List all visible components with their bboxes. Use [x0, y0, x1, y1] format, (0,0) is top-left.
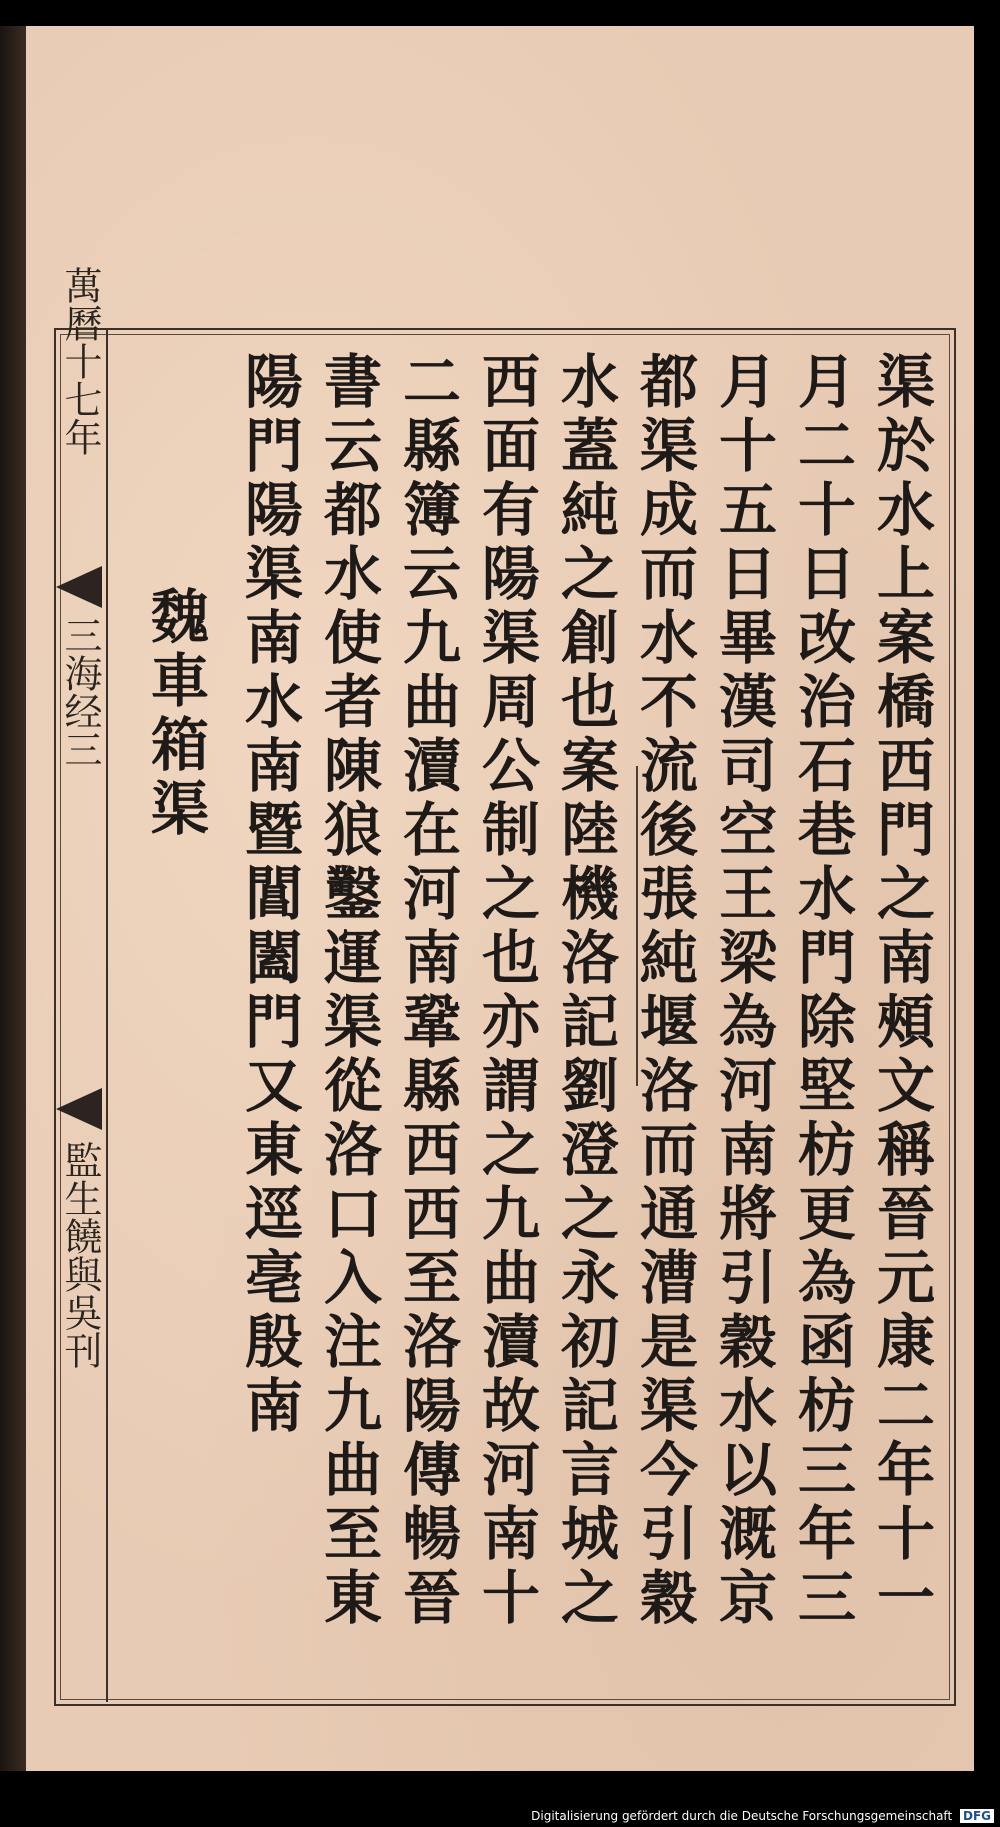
text-column-2: 月二十日改治石巷水門除堅枋更為函枋三年三	[788, 351, 856, 1631]
book-page	[26, 26, 974, 1771]
text-column-7: 二縣簿云九曲瀆在河南鞏縣西西至洛陽傳暢晉	[393, 351, 461, 1631]
center-strip	[54, 328, 108, 1702]
side-label-year: 萬曆十七年	[58, 266, 102, 456]
text-column-9: 陽門陽渠南水南暨閶闔門又東逕亳殷南	[235, 351, 303, 1439]
footer-credit	[531, 1809, 994, 1823]
side-label-engraver: 監生饒與吳刊	[58, 1141, 102, 1369]
text-column-5: 水蓋純之創也案陸機洛記劉澄之永初記言城之	[551, 351, 619, 1631]
book-spine	[0, 26, 26, 1771]
text-column-4: 都渠成而水不流後張純堰洛而通漕是渠今引穀	[630, 351, 698, 1631]
side-label-volume: 三海经三	[58, 616, 102, 768]
text-column-8: 書云都水使者陳狼鑿運渠從洛口入注九曲至東	[314, 351, 382, 1631]
text-column-3: 月十五日畢漢司空王梁為河南將引穀水以溉京	[709, 351, 777, 1631]
text-column-6: 西面有陽渠周公制之也亦謂之九曲瀆故河南十	[472, 351, 540, 1631]
footer-text: Digitalisierung gefördert durch die Deutsche Forschungsgemeinschaft	[531, 1809, 953, 1823]
text-column-1: 渠於水上案橋西門之南頰文稱晉元康二年十一	[867, 351, 935, 1631]
dfg-logo: DFG	[960, 1809, 994, 1823]
section-heading: 魏車箱渠	[141, 586, 209, 842]
